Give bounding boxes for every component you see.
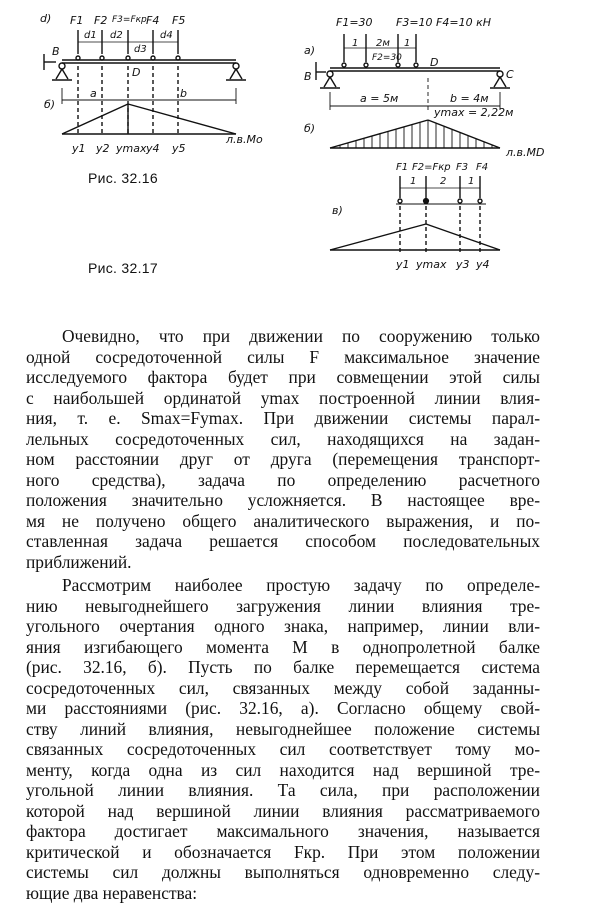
fig2-label-d3: 1 <box>404 38 410 49</box>
fig2-label-lv: л.в.MD <box>505 146 544 159</box>
figure-32-16 <box>40 8 290 158</box>
text-line: менту, когда одна из сил находится над вершиной тре- <box>26 760 540 781</box>
figure-32-16-drawing <box>40 8 290 158</box>
fig1-label-d3: d3 <box>134 44 147 55</box>
figure-32-17-drawing <box>300 8 570 278</box>
fig1-label-F4: F4 <box>146 14 159 27</box>
fig2-label-F3: F3=10 F4=10 кН <box>396 16 491 29</box>
paragraph-2 <box>62 575 540 903</box>
fig2-label-F2: F2=30 <box>372 53 402 63</box>
fig2-label-F1b: F1 <box>396 162 408 173</box>
fig2-label-F4b: F4 <box>476 162 488 173</box>
fig1-label-y4: y4 <box>145 142 160 155</box>
text-line: Рассмотрим наиболее простую задачу по определе- <box>62 575 540 596</box>
text-line: ющие два неравенства: <box>26 883 540 903</box>
text-line: сосредоточенных сил, связанных между собой заданны- <box>26 678 540 699</box>
text-line: ния, т. е. Smax=Fymax. При движении системы парал- <box>26 408 540 429</box>
fig2-label-F3b: F3 <box>456 162 468 173</box>
fig1-label-y1: y1 <box>71 142 86 155</box>
paragraph-1 <box>62 326 540 572</box>
fig2-label-y4: y4 <box>475 258 490 271</box>
caption-fig-32-17: Рис. 32.17 <box>88 260 158 276</box>
fig2-label-F2b: F2=Fкр <box>412 162 451 173</box>
fig1-label-y5: y5 <box>171 142 186 155</box>
fig1-label-F3: F3=Fкр <box>112 15 147 25</box>
text-line: критической и обозначается Fкр. При этом положении <box>26 842 540 863</box>
fig1-label-B: B <box>52 45 60 58</box>
fig2-label-s1: 1 <box>410 176 416 187</box>
fig1-label-F5: F5 <box>172 14 185 27</box>
fig2-label-y3: y3 <box>455 258 470 271</box>
fig1-label-b-dim: b <box>180 87 187 100</box>
fig1-label-b: б) <box>44 98 55 111</box>
fig2-label-B: B <box>304 70 312 83</box>
text-line: (рис. 32.16, б). Пусть по балке перемещается система <box>26 657 540 678</box>
text-line: ми расстояниями (рис. 32.16, а). Согласно общему свой- <box>26 698 540 719</box>
text-line: ном расстоянии друг от друга (перемещения транспорт- <box>26 449 540 470</box>
text-line: исследуемого фактора будет при совмещении этой силы <box>26 367 540 388</box>
fig1-label-a: d) <box>40 12 51 25</box>
fig1-label-F1: F1 <box>70 14 83 27</box>
text-line: фактора достигает максимального значения, называется <box>26 821 540 842</box>
fig2-label-b-mark: б) <box>304 122 315 135</box>
fig2-label-a-dim: a = 5м <box>360 92 398 105</box>
text-line: мя не получено общего аналитического выражения, и по- <box>26 511 540 532</box>
fig2-label-s2: 2 <box>440 176 446 187</box>
fig1-label-ymax: ymax <box>115 142 147 155</box>
fig1-label-d1: d1 <box>84 30 97 41</box>
text-line: ству линий влияния, невыгоднейшее положение системы <box>26 719 540 740</box>
text-line: яния изгибающего момента M в однопролетной балке <box>26 637 540 658</box>
fig1-label-F2: F2 <box>94 14 107 27</box>
fig2-label-y1: y1 <box>395 258 410 271</box>
text-line: лельных сосредоточенных сил, находящихся на задан- <box>26 429 540 450</box>
text-line: связанных сосредоточенных сил соответствует тому мо- <box>26 739 540 760</box>
text-line: ставленная задача решается способом последовательных <box>26 531 540 552</box>
fig2-label-s3: 1 <box>468 176 474 187</box>
text-line: положения значительно усложняется. В настоящее вре- <box>26 490 540 511</box>
text-line: приближений. <box>26 552 540 573</box>
fig2-label-v-mark: в) <box>332 204 343 217</box>
fig2-label-a: а) <box>304 44 315 57</box>
fig2-label-C: C <box>506 68 514 81</box>
figure-32-17 <box>300 8 570 278</box>
text-line: угольной линии влияния. Та сила, при расположении <box>26 780 540 801</box>
fig1-label-y2: y2 <box>95 142 110 155</box>
fig1-label-a-dim: a <box>90 87 97 100</box>
text-line: ного средства), задача по определению расчетного <box>26 470 540 491</box>
fig1-label-d4: d4 <box>160 30 173 41</box>
text-line: с наибольшей ординатой ymax построенной линии влия- <box>26 388 540 409</box>
body-text <box>62 326 540 903</box>
text-line: нию невыгоднейшего загружения линии влияния тре- <box>26 596 540 617</box>
fig2-label-d2: 2м <box>376 38 390 49</box>
fig2-label-ymax: ymax = 2,22м <box>433 106 513 119</box>
text-line: угольного очертания одного знака, например, линии вли- <box>26 616 540 637</box>
text-line: системы сил должны выполняться одновременно следу- <box>26 862 540 883</box>
text-line: одной сосредоточенной силы F максимальное значение <box>26 347 540 368</box>
fig2-label-F1: F1=30 <box>336 16 373 29</box>
fig1-label-d2: d2 <box>110 30 123 41</box>
fig2-label-b-dim: b = 4м <box>450 92 489 105</box>
caption-fig-32-16: Рис. 32.16 <box>88 170 158 186</box>
text-line: которой над вершиной линии влияния рассматриваемого <box>26 801 540 822</box>
fig2-label-ymaxb: ymax <box>415 258 447 271</box>
fig2-label-D: D <box>430 56 438 69</box>
fig1-label-lv: л.в.Mо <box>225 133 263 146</box>
text-line: Очевидно, что при движении по сооружению только <box>62 326 540 347</box>
fig2-label-d1: 1 <box>352 38 358 49</box>
fig1-label-D: D <box>132 66 140 79</box>
